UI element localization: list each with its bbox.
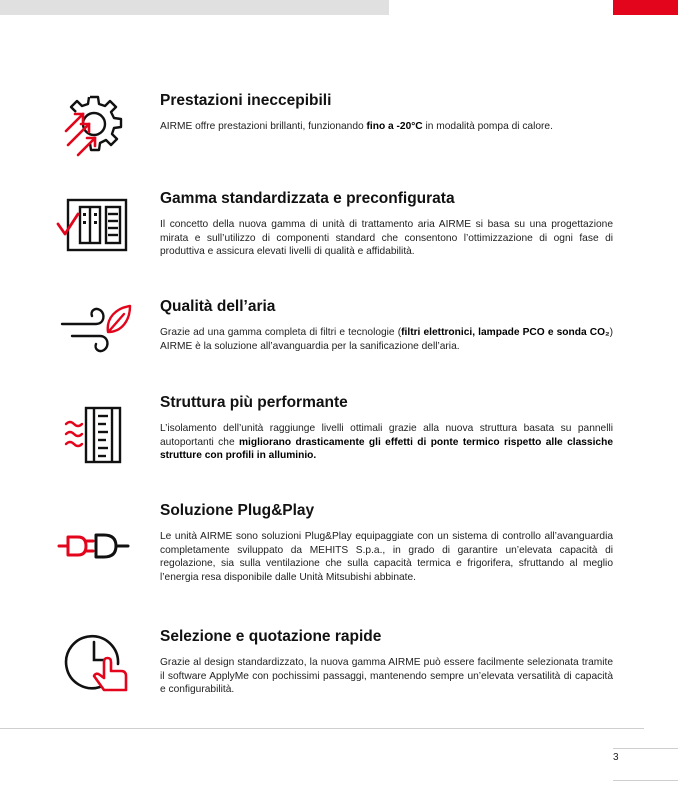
text-segment: in modalità pompa di calore. [422,121,553,132]
text-segment: L’isolamento dell’unità raggiunge livelli ottimali grazie alla nuova struttura basata su pannelli autoportanti che [160,423,613,448]
text-segment: ) AIRME è la soluzione all’avanguardia per la sanificazione dell’aria. [160,327,613,352]
plug-icon [56,506,132,582]
insulated-panel-icon [56,396,132,472]
feature-title: Qualità dell’aria [160,298,276,315]
text-segment: Le unità AIRME sono soluzioni Plug&Play equipaggiate con un sistema di controllo all’avanguardia completamente sviluppato da MEHITS S.p.a., in grado di garantire un’elevata capacità di regolazione, sia sulla ventilazione che sulla capacità termica e frigorifera, sfruttando al meglio l’energia resa disponibile dalle Unità Mitsubishi abbinate. [160,531,613,583]
feature-title: Soluzione Plug&Play [160,502,315,519]
footer-divider [0,728,644,729]
page-number-rule-bottom [613,780,678,781]
bold-text: fino a -20°C [366,121,423,132]
bold-text: filtri elettronici, lampade PCO e sonda CO₂ [401,327,610,338]
gear-arrows-icon [56,91,132,167]
feature-description [160,218,613,259]
feature-title: Struttura più performante [160,394,348,411]
page-number-rule-top [613,748,678,749]
feature-description [160,326,613,353]
top-red-bar [613,0,678,15]
clock-hand-icon [56,624,132,700]
feature-title: Gamma standardizzata e preconfigurata [160,190,455,207]
feature-description [160,656,613,697]
text-segment: Grazie ad una gamma completa di filtri e tecnologie ( [160,327,402,338]
top-gray-bar [0,0,389,15]
feature-title: Selezione e quotazione rapide [160,628,382,645]
text-segment: AIRME offre prestazioni brillanti, funzionando [160,121,367,132]
text-segment: Grazie al design standardizzato, la nuova gamma AIRME può essere facilmente selezionata tramite il software ApplyMe con pochissimi passaggi, mantenendo sempre un’elevata versatilità di capacità e configurabilità. [160,657,613,696]
page-number: 3 [613,752,619,763]
text-segment: Il concetto della nuova gamma di unità di trattamento aria AIRME si basa su una progettazione mirata e sull’utilizzo di componenti standard che consentono l’ottimizzazione di ogni fase di produttiva e assicura elevati livelli di qualità e affidabilità. [160,219,613,258]
feature-title: Prestazioni ineccepibili [160,92,332,109]
feature-description [160,120,613,134]
feature-description [160,530,613,584]
feature-description [160,422,613,463]
air-handling-unit-icon [56,188,132,264]
bold-text: migliorano drasticamente gli effetti di ponte termico rispetto alle classiche strutture con profili in alluminio. [160,436,613,462]
air-leaf-icon [56,294,132,370]
